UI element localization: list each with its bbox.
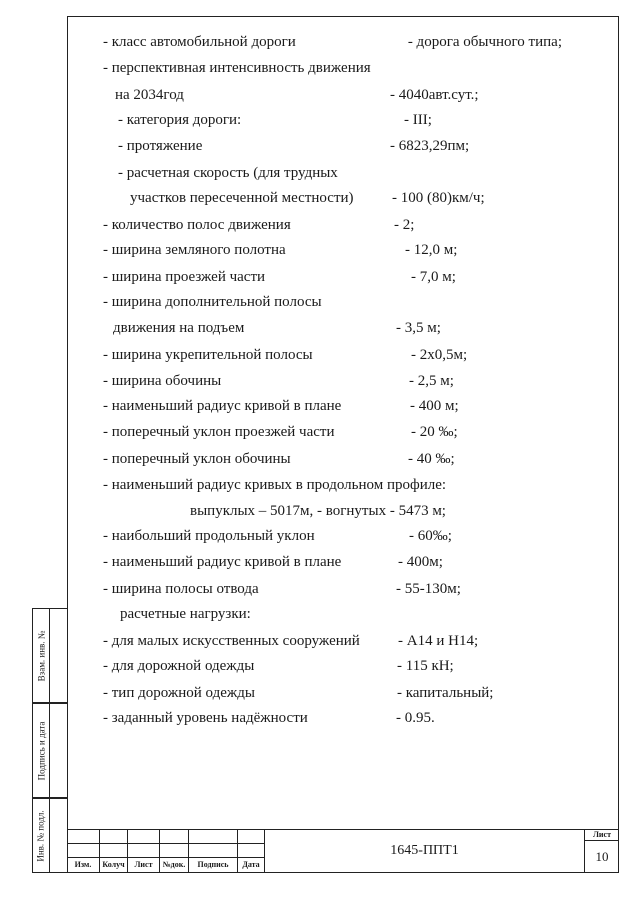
spec-line-label: - поперечный уклон обочины	[103, 451, 291, 467]
spec-line-value: - 2,5 м;	[409, 373, 454, 389]
spec-line-value: - 400м;	[398, 554, 443, 570]
side-label-vzam: Взам. инв. №	[36, 630, 46, 681]
stamp-header-ndok: №док.	[160, 858, 189, 873]
spec-line-label: участков пересеченной местности)	[130, 190, 354, 206]
spec-line-label: - ширина земляного полотна	[103, 242, 286, 258]
stamp-header-list: Лист	[128, 858, 160, 873]
spec-line-label: движения на подъем	[113, 320, 245, 336]
spec-line-value: - 6823,29пм;	[390, 138, 470, 154]
spec-line-value: - III;	[404, 112, 432, 128]
spec-line-value: - дорога обычного типа;	[407, 34, 562, 50]
spec-line-label: - наибольший продольный уклон	[103, 528, 315, 544]
spec-line-value: - 12,0 м;	[405, 242, 458, 258]
side-cell-vzam	[32, 608, 67, 703]
spec-line-value: - 115 кН;	[397, 658, 454, 674]
spec-line-value: - 20 ‰;	[411, 424, 458, 440]
spec-line-value: - 0.95.	[396, 710, 435, 726]
spec-line-label: - тип дорожной одежды	[103, 685, 255, 701]
spec-line-label: - количество полос движения	[103, 217, 291, 233]
spec-line-value: - А14 и Н14;	[398, 633, 479, 649]
spec-line-label: на 2034год	[115, 87, 184, 103]
spec-line-value: - 40 ‰;	[408, 451, 455, 467]
spec-line-label: - ширина обочины	[103, 373, 222, 389]
spec-line-label: - поперечный уклон проезжей части	[103, 424, 335, 440]
stamp-header-koluch: Колуч	[100, 858, 128, 873]
document-code: 1645-ППТ1	[265, 829, 585, 873]
spec-line-label: - ширина полосы отвода	[103, 581, 259, 597]
stamp-header-izm: Изм.	[67, 858, 100, 873]
spec-line-value: - 4040авт.сут.;	[390, 87, 479, 103]
spec-line-label: выпуклых – 5017м, - вогнутых - 5473 м;	[190, 503, 446, 519]
spec-line-label: расчетные нагрузки:	[120, 606, 251, 622]
title-block	[67, 829, 619, 873]
spec-line-label: - ширина укрепительной полосы	[103, 347, 313, 363]
spec-line-label: - перспективная интенсивность движения	[103, 60, 371, 76]
side-cell-inv	[32, 798, 67, 873]
spec-line-label: - ширина проезжей части	[103, 269, 266, 285]
spec-line-value: - 3,5 м;	[396, 320, 441, 336]
spec-line-label: - для дорожной одежды	[103, 658, 255, 674]
sheet-label: Лист	[585, 829, 619, 841]
spec-line-value: - 2;	[394, 217, 415, 233]
spec-line-value: - 60‰;	[409, 528, 452, 544]
spec-line-label: - заданный уровень надёжности	[103, 710, 308, 726]
side-label-podpis: Подпись и дата	[36, 721, 46, 780]
spec-line-label: - для малых искусственных сооружений	[103, 633, 360, 649]
spec-line-label: - наименьший радиус кривой в плане	[103, 398, 342, 414]
spec-line-value: - 2х0,5м;	[411, 347, 468, 363]
spec-line-label: - наименьший радиус кривой в плане	[103, 554, 342, 570]
spec-line-label: - протяжение	[118, 138, 203, 154]
spec-line-value: - 400 м;	[410, 398, 459, 414]
spec-line-value: - 55-130м;	[396, 581, 461, 597]
spec-line-label: - категория дороги:	[118, 112, 242, 128]
spec-line-label: - расчетная скорость (для трудных	[118, 165, 338, 181]
stamp-header-podpis: Подпись	[189, 858, 238, 873]
side-label-inv: Инв. № подл.	[36, 809, 46, 862]
spec-line-value: - капитальный;	[397, 685, 494, 701]
spec-line-label: - наименьший радиус кривых в продольном профиле:	[103, 477, 447, 493]
stamp-header-data: Дата	[238, 858, 265, 873]
spec-line-label: - ширина дополнительной полосы	[103, 294, 322, 310]
side-cell-podpis	[32, 703, 67, 798]
sheet-number: 10	[595, 849, 609, 864]
spec-line-label: - класс автомобильной дороги	[103, 34, 296, 50]
spec-line-value: - 7,0 м;	[411, 269, 456, 285]
spec-line-value: - 100 (80)км/ч;	[392, 190, 485, 206]
